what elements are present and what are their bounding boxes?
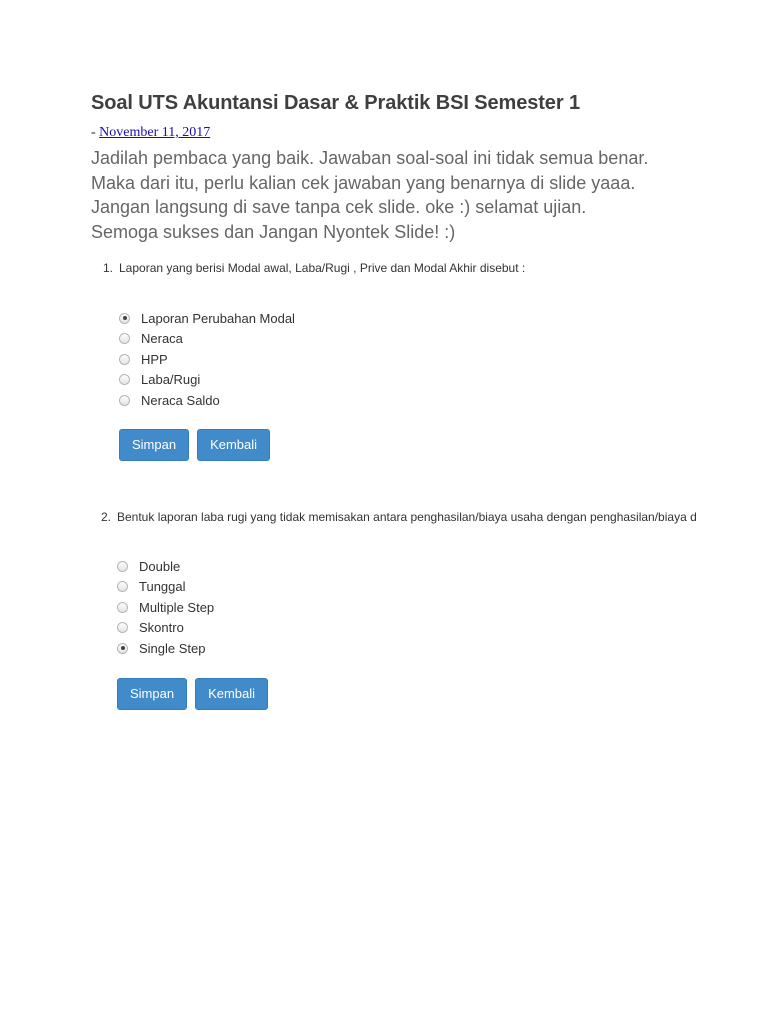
radio-button[interactable] (117, 581, 128, 592)
intro-line: Jangan langsung di save tanpa cek slide. oke :) selamat ujian. (91, 197, 587, 217)
answer-label: Multiple Step (139, 599, 215, 615)
answer-label: Laba/Rugi (141, 372, 201, 388)
radio-button[interactable] (117, 643, 128, 654)
intro-line: Jadilah pembaca yang baik. Jawaban soal-soal ini tidak semua benar. (91, 148, 649, 168)
save-button[interactable]: Simpan (119, 429, 189, 461)
answer-label: Double (139, 558, 181, 574)
back-button[interactable]: Kembali (195, 678, 268, 710)
answer-label: Tunggal (139, 579, 186, 595)
answer-option[interactable] (117, 638, 214, 659)
answer-option[interactable] (117, 618, 214, 639)
question-1-options (119, 308, 295, 411)
radio-button[interactable] (119, 354, 130, 365)
question-1-text (91, 261, 525, 275)
answer-option[interactable] (119, 349, 295, 370)
question-1-actions (119, 429, 270, 461)
radio-button[interactable] (117, 561, 128, 572)
radio-button[interactable] (119, 333, 130, 344)
answer-option[interactable] (117, 556, 214, 577)
radio-button[interactable] (117, 622, 128, 633)
question-2-actions (117, 678, 268, 710)
question-number: 2. (100, 510, 111, 524)
answer-label: Laporan Perubahan Modal (141, 310, 295, 326)
question-prompt: Bentuk laporan laba rugi yang tidak memisakan antara penghasilan/biaya usaha dengan penghasilan/biaya d (117, 510, 697, 524)
answer-label: Neraca (141, 331, 183, 347)
post-title: Soal UTS Akuntansi Dasar & Praktik BSI Semester 1 (91, 92, 580, 114)
answer-option[interactable] (117, 577, 214, 598)
post-date-link[interactable]: November 11, 2017 (99, 125, 211, 140)
intro-line: Maka dari itu, perlu kalian cek jawaban yang benarnya di slide yaaa. (91, 172, 636, 193)
question-2-options (117, 556, 214, 659)
save-button[interactable]: Simpan (117, 678, 187, 710)
radio-button[interactable] (117, 602, 128, 613)
radio-button[interactable] (119, 374, 130, 385)
back-button[interactable]: Kembali (197, 429, 270, 461)
answer-option[interactable] (119, 329, 295, 350)
intro-line: Semoga sukses dan Jangan Nyontek Slide! :) (91, 221, 456, 242)
answer-label: Skontro (139, 620, 184, 636)
answer-option[interactable] (119, 370, 295, 391)
question-2-text (89, 510, 697, 524)
date-prefix: - (91, 125, 100, 140)
radio-button[interactable] (119, 313, 130, 324)
question-number: 1. (102, 261, 113, 275)
question-prompt: Laporan yang berisi Modal awal, Laba/Rugi , Prive dan Modal Akhir disebut : (119, 261, 526, 275)
answer-label: Single Step (139, 640, 206, 656)
radio-button[interactable] (119, 395, 130, 406)
intro-text (91, 146, 751, 244)
answer-label: Neraca Saldo (141, 392, 220, 408)
answer-option[interactable] (119, 308, 295, 329)
answer-option[interactable] (119, 390, 295, 411)
answer-label: HPP (141, 351, 168, 367)
answer-option[interactable] (117, 597, 214, 618)
post-dateline (91, 125, 210, 141)
